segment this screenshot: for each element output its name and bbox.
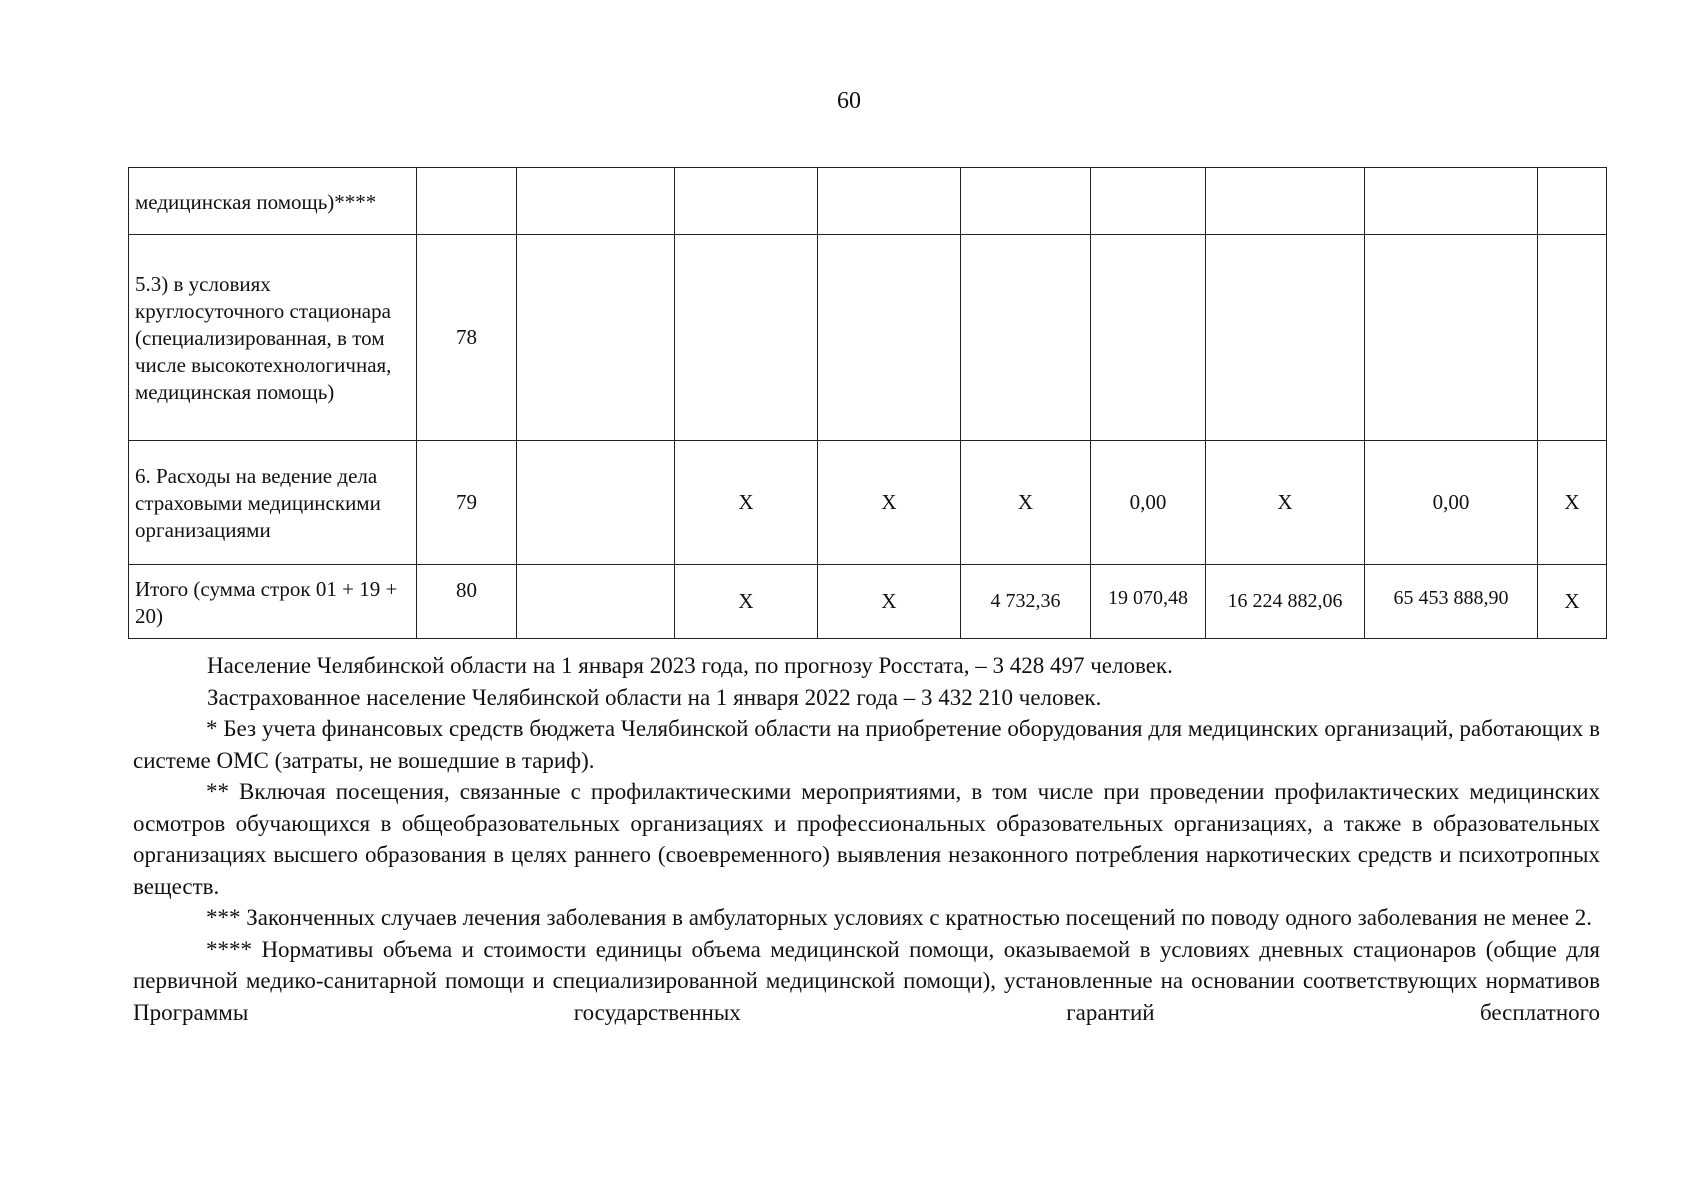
insured-population-note: Застрахованное население Челябинской области на 1 января 2022 года – 3 432 210 человек. [207, 684, 1102, 710]
row-name-cell: 5.3) в условиях круглосуточного стационара (специализированная, в том числе высокотехнологичная, медицинская помощь) [129, 235, 417, 441]
table-cell [517, 168, 675, 235]
table-cell [1091, 168, 1206, 235]
table-cell: 0,00 [1365, 441, 1538, 565]
footnote-1: * Без учета финансовых средств бюджета Челябинской области на приобретение оборудования для медицинских организаций, работающих в системе ОМС (затраты, не вошедшие в тариф). [133, 716, 1600, 773]
table-cell [1365, 168, 1538, 235]
table-cell: 16 224 882,06 [1206, 565, 1365, 639]
population-note: Население Челябинской области на 1 января 2023 года, по прогнозу Росстата, – 3 428 497 человек. [207, 653, 1173, 678]
row-code-cell: 78 [417, 235, 517, 441]
data-table [128, 167, 1607, 639]
footnote-3: *** Законченных случаев лечения заболевания в амбулаторных условиях с кратностью посещений по поводу одного заболевания не менее 2. [206, 905, 1593, 930]
table-cell [675, 168, 818, 235]
table-cell: 0,00 [1091, 441, 1206, 565]
page-number: 60 [837, 88, 861, 114]
row-code-cell: 80 [417, 565, 517, 639]
table-cell [961, 168, 1091, 235]
table-cell [961, 235, 1091, 441]
row-name-cell: медицинская помощь)**** [129, 168, 417, 235]
table-row [129, 235, 1607, 441]
table-cell: Х [818, 565, 961, 639]
table-cell: 4 732,36 [961, 565, 1091, 639]
footnotes [133, 650, 1600, 1028]
table-cell: 65 453 888,90 [1365, 565, 1538, 639]
table-cell [1091, 235, 1206, 441]
row-code-cell: 79 [417, 441, 517, 565]
row-name-cell: Итого (сумма строк 01 + 19 + 20) [129, 565, 417, 639]
table-cell: Х [1206, 441, 1365, 565]
table-cell: Х [675, 441, 818, 565]
table-cell [1538, 235, 1607, 441]
table-row [129, 168, 1607, 235]
row-code-cell [417, 168, 517, 235]
table-cell: Х [1538, 441, 1607, 565]
table-cell [1365, 235, 1538, 441]
table-cell [517, 235, 675, 441]
table-cell [517, 441, 675, 565]
table-cell [517, 565, 675, 639]
table-cell [1538, 168, 1607, 235]
table-cell: Х [961, 441, 1091, 565]
table-cell: Х [1538, 565, 1607, 639]
table-cell [1206, 235, 1365, 441]
table-row [129, 565, 1607, 639]
table-cell [818, 168, 961, 235]
table-cell: Х [818, 441, 961, 565]
footnote-2: ** Включая посещения, связанные с профилактическими мероприятиями, в том числе при проведении профилактических медицинских осмотров обучающихся в общеобразовательных организациях и профессиональных образовательных организациях, а также в образовательных организациях высшего образования в целях раннего (своевременного) выявления незаконного потребления наркотических средств и психотропных веществ. [133, 779, 1600, 899]
table-cell: Х [675, 565, 818, 639]
table-cell [1206, 168, 1365, 235]
footnote-4: **** Нормативы объема и стоимости единицы объема медицинской помощи, оказываемой в условиях дневных стационаров (общие для первичной медико-санитарной помощи и специализированной медицинской помощи), установленные на основании соответствующих нормативов Программы государственных гарантий бесплатного [133, 936, 1600, 1025]
table-cell [818, 235, 961, 441]
table-cell: 19 070,48 [1091, 565, 1206, 639]
table-cell [675, 235, 818, 441]
row-name-cell: 6. Расходы на ведение дела страховыми медицинскими организациями [129, 441, 417, 565]
table-row [129, 441, 1607, 565]
